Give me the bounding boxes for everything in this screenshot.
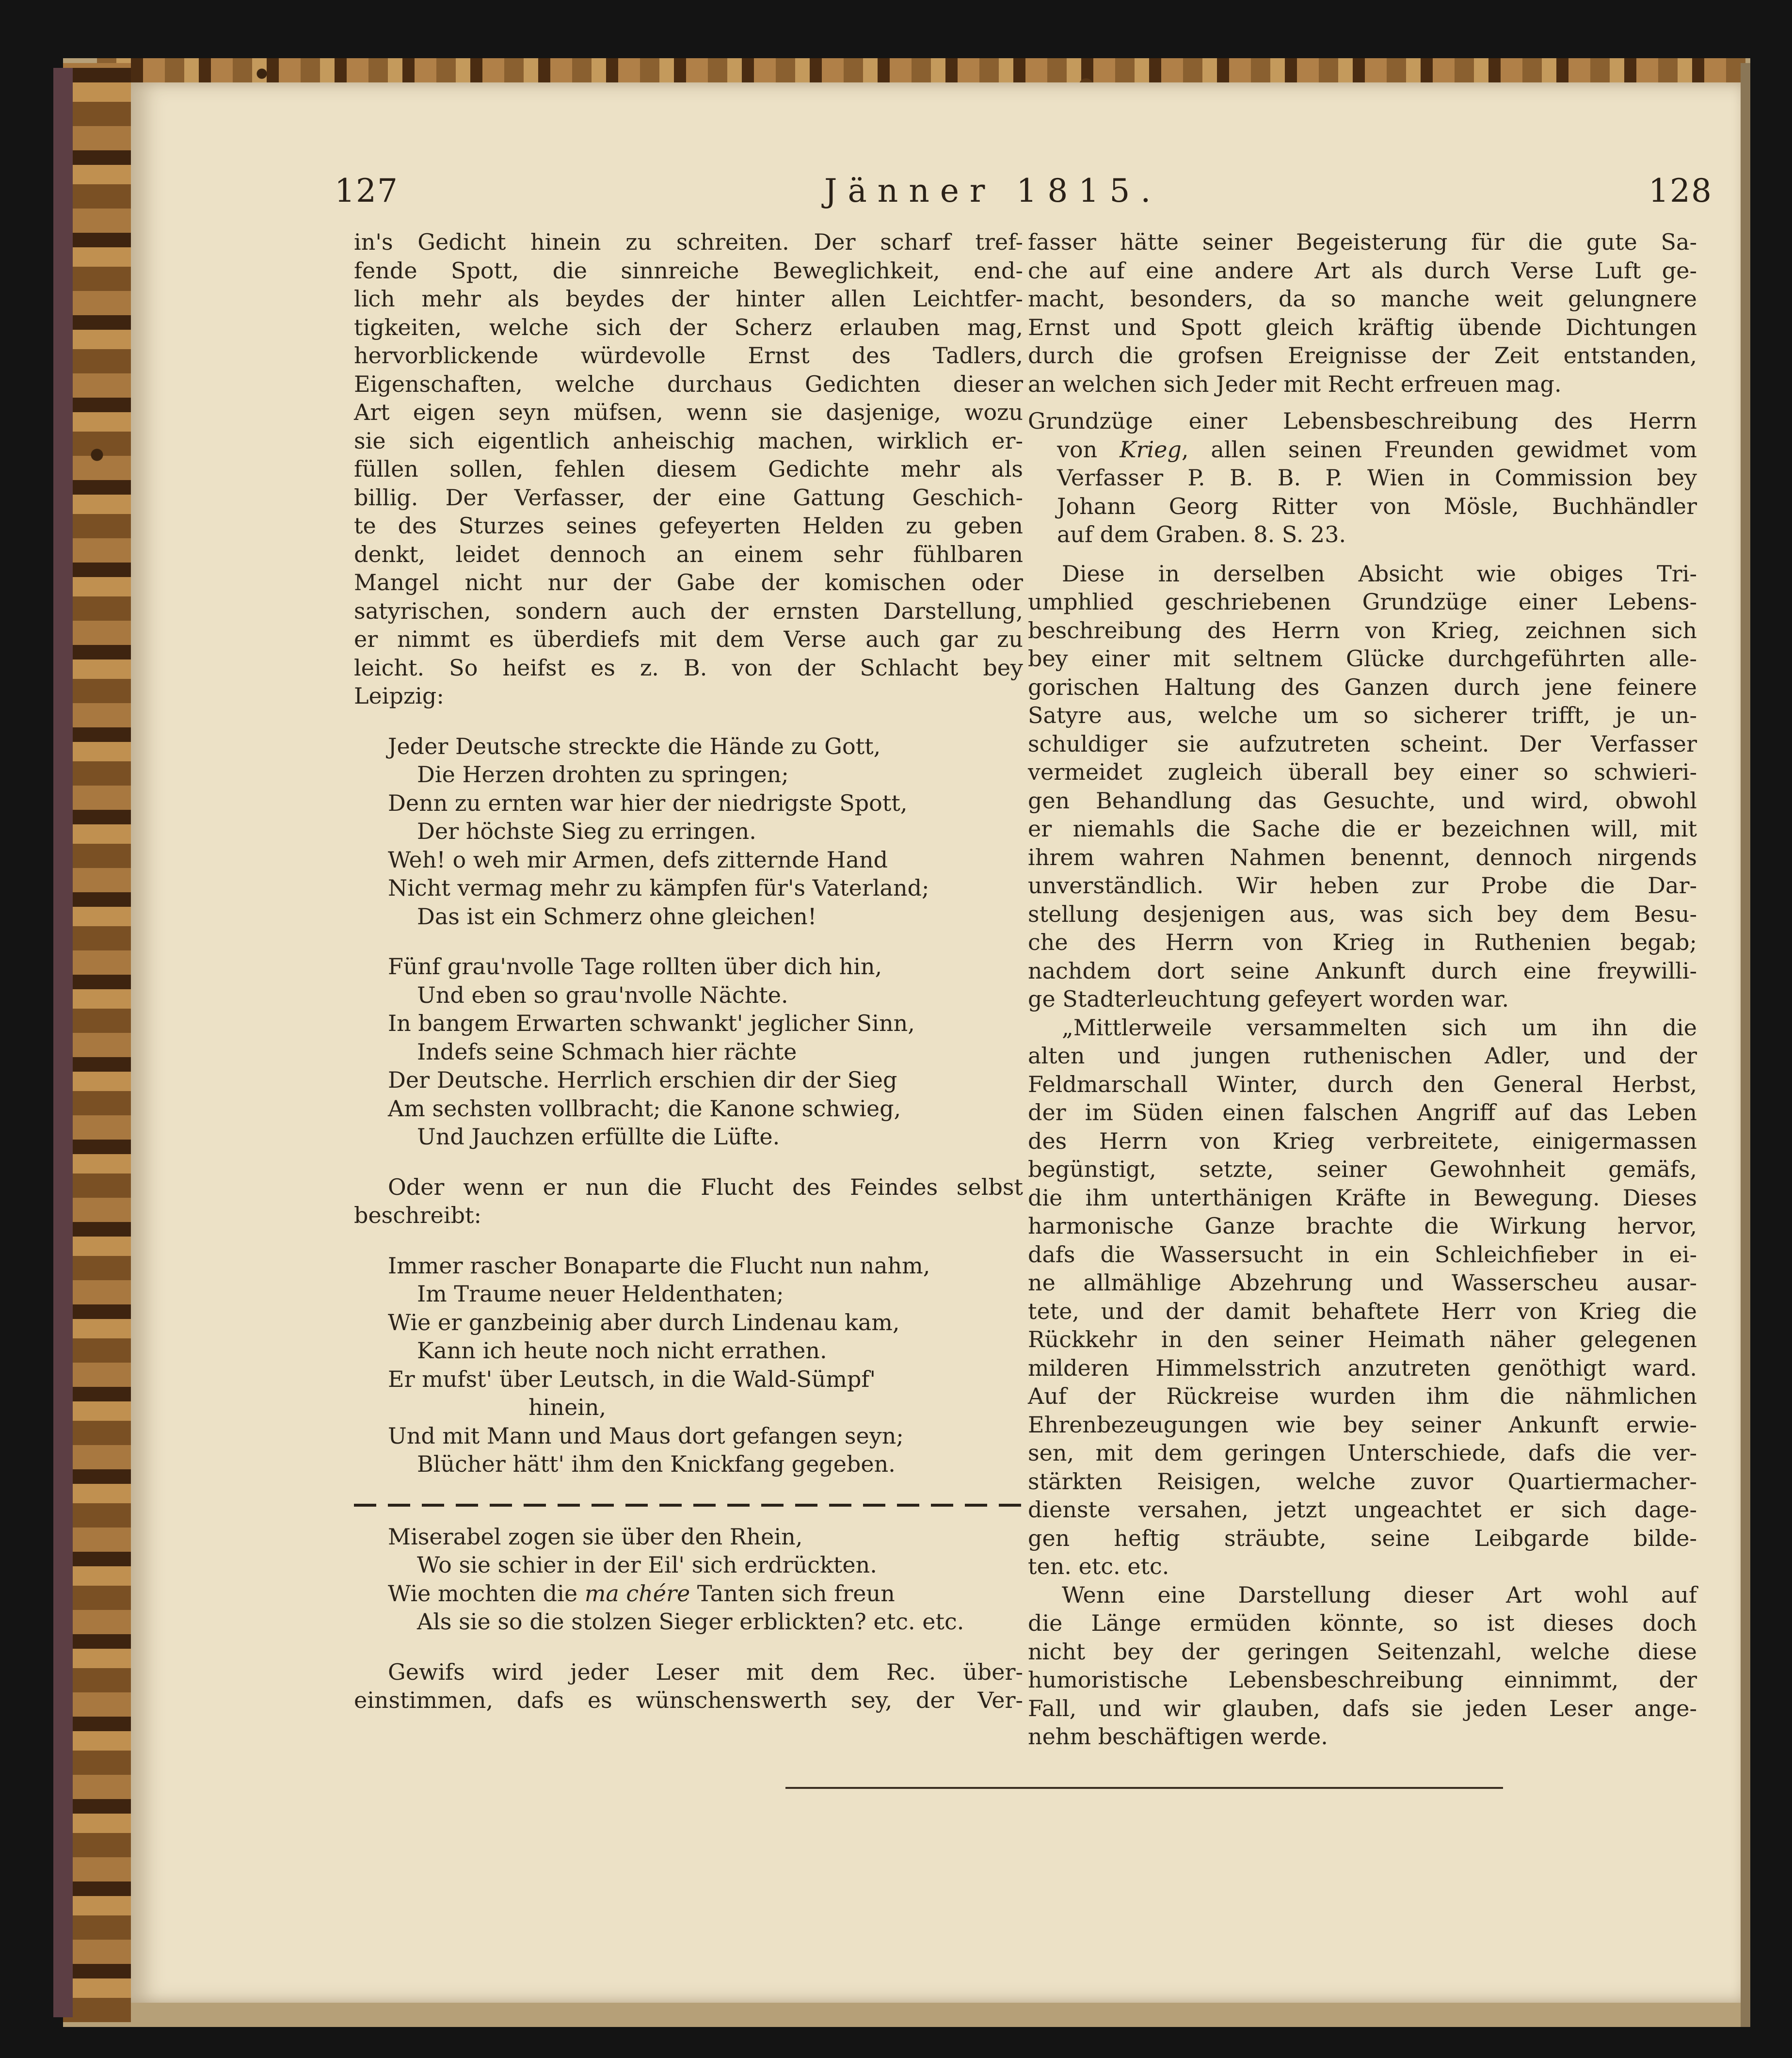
text-line: leicht. So heifst es z. B. von der Schlacht bey	[354, 654, 1023, 681]
text-line: denkt, leidet dennoch an einem sehr fühlbaren	[354, 541, 1023, 567]
text-line: gen Behandlung das Gesuchte, und wird, obwohl	[1028, 787, 1697, 814]
closing-paragraph	[354, 1658, 1023, 1715]
verse-text: Wie mochten die	[388, 1580, 585, 1607]
text-line: die Länge ermüden könnte, so ist dieses doch	[1028, 1610, 1697, 1636]
bridge-paragraph	[354, 1173, 1023, 1230]
text-line: beschreibung des Herrn von Krieg, zeichnen sich	[1028, 617, 1697, 643]
text-line: der im Süden einen falschen Angriff auf das Leben	[1028, 1099, 1697, 1125]
text-line: an welchen sich Jeder mit Recht erfreuen mag.	[1028, 370, 1562, 397]
text-line: Eigenschaften, welche durchaus Gedichten dieser	[354, 370, 1023, 397]
verse-stanza-2	[354, 952, 1023, 1151]
intro-paragraph	[354, 228, 1023, 710]
text-line: Rückkehr in den seiner Heimath näher gelegenen	[1028, 1326, 1697, 1352]
end-rule	[785, 1787, 1503, 1789]
text-line: er nimmt es überdiefs mit dem Verse auch gar zu	[354, 626, 1023, 652]
verse-line: Denn zu ernten war hier der niedrigste Spott,	[388, 789, 908, 816]
text-line: Ernst und Spott gleich kräftig übende Dichtungen	[1028, 314, 1697, 340]
text-line: bey einer mit seltnem Glücke durchgeführten alle-	[1028, 645, 1697, 672]
text-line: stärkten Reisigen, welche zuvor Quartiermacher-	[1028, 1468, 1697, 1495]
text-line: che auf eine andere Art als durch Verse Luft ge-	[1028, 257, 1697, 284]
review-paragraph-3	[1028, 1581, 1697, 1751]
text-line: stellung desjenigen aus, was sich bey dem Besu-	[1028, 900, 1697, 927]
book-cover-edge	[53, 68, 73, 2017]
verse-line: Weh! o weh mir Armen, defs zitternde Hand	[388, 846, 888, 873]
right-page-edge	[1741, 63, 1750, 2027]
review-paragraph-1	[1028, 560, 1697, 1013]
verse-line: Nicht vermag mehr zu kämpfen für's Vaterland;	[388, 875, 929, 901]
text-line: te des Sturzes seines gefeyerten Helden zu geben	[354, 513, 1023, 539]
text-line: ge Stadterleuchtung gefeyert worden war.	[1028, 986, 1509, 1012]
verse-line: hinein,	[528, 1394, 607, 1420]
text-line: Fall, und wir glauben, dafs sie jeden Leser ange-	[1028, 1695, 1697, 1721]
text-line: umphlied geschriebenen Grundzüge einer Lebens-	[1028, 589, 1697, 615]
text-line: Auf der Rückreise wurden ihm die nähmlichen	[1028, 1383, 1697, 1409]
verse-line: Jeder Deutsche streckte die Hände zu Gott,	[388, 733, 881, 759]
text-line: Satyre aus, welche um so sicherer trifft, je un-	[1028, 702, 1697, 728]
continuation-paragraph	[1028, 228, 1697, 398]
text-line: lich mehr als beydes der hinter allen Leichtfer-	[354, 286, 1023, 312]
verse-line: Die Herzen drohten zu springen;	[417, 761, 789, 788]
text-line: che des Herrn von Krieg in Ruthenien begab;	[1028, 929, 1697, 955]
verse-line: Kann ich heute noch nicht errathen.	[417, 1337, 827, 1364]
review-paragraph-2	[1028, 1013, 1697, 1581]
verse-line: Und eben so grau'nvolle Nächte.	[417, 981, 788, 1008]
verse-line: Wo sie schier in der Eil' sich erdrückten.	[417, 1552, 877, 1578]
title-text: , allen seinen Freunden gewidmet vom	[1181, 436, 1697, 463]
verse-line: Wie er ganzbeinig aber durch Lindenau kam,	[388, 1309, 900, 1335]
text-line: ne allmählige Abzehrung und Wasserscheu ausar-	[1028, 1270, 1697, 1296]
text-line: einstimmen, dafs es wünschenswerth sey, der Ver-	[354, 1687, 1023, 1713]
marbled-page-edge	[63, 63, 131, 2022]
text-line: nehm beschäftigen werde.	[1028, 1723, 1328, 1750]
left-column	[354, 228, 1023, 1715]
text-line: in's Gedicht hinein zu schreiten. Der scharf tref-	[354, 229, 1023, 255]
text-line: Diese in derselben Absicht wie obiges Tri-	[1062, 560, 1697, 587]
text-line: gorischen Haltung des Ganzen durch jene feinere	[1028, 674, 1697, 700]
text-line: macht, besonders, da so manche weit gelungnere	[1028, 286, 1697, 312]
verse-line: In bangem Erwarten schwankt' jeglicher Sinn,	[388, 1010, 915, 1036]
italic-phrase: ma chére	[584, 1580, 690, 1607]
text-line: fasser hätte seiner Begeisterung für die gute Sa-	[1028, 229, 1697, 255]
text-line	[1028, 435, 1697, 464]
text-line: billig. Der Verfasser, der eine Gattung Geschich-	[354, 484, 1023, 511]
verse-line: Fünf grau'nvolle Tage rollten über dich hin,	[388, 953, 882, 980]
text-line: fende Spott, die sinnreiche Beweglichkeit, end-	[354, 257, 1023, 284]
text-line: tigkeiten, welche sich der Scherz erlauben mag,	[354, 314, 1023, 340]
verse-stanza-4	[354, 1523, 1023, 1636]
verse-stanza-1	[354, 732, 1023, 931]
verse-line: Indefs seine Schmach hier rächte	[417, 1038, 797, 1065]
text-line: humoristische Lebensbeschreibung einnimmt, der	[1028, 1667, 1697, 1693]
text-line: Mangel nicht nur der Gabe der komischen oder	[354, 569, 1023, 595]
text-line: harmonische Ganze brachte die Wirkung hervor,	[1028, 1213, 1697, 1239]
verse-line: Im Traume neuer Heldenthaten;	[417, 1281, 784, 1307]
verse-stanza-3	[354, 1252, 1023, 1479]
text-line: Feldmarschall Winter, durch den General Herbst,	[1028, 1071, 1697, 1097]
text-line: ten. etc. etc.	[1028, 1553, 1169, 1579]
text-line: gen heftig sträubte, seine Leibgarde bilde-	[1028, 1525, 1697, 1551]
verse-line: Am sechsten vollbracht; die Kanone schwieg,	[388, 1095, 901, 1122]
text-line: er niemahls die Sache die er bezeichnen will, mit	[1028, 816, 1697, 842]
text-line: des Herrn von Krieg verbreitete, einigermassen	[1028, 1127, 1697, 1154]
dashed-separator	[354, 1500, 1023, 1510]
text-line: Johann Georg Ritter von Mösle, Buchhändler	[1057, 493, 1697, 519]
book-title-entry	[1028, 407, 1697, 549]
verse-line: Der Deutsche. Herrlich erschien dir der Sieg	[388, 1067, 897, 1093]
text-line: vermeidet zugleich überall bey einer so schwieri-	[1028, 759, 1697, 785]
text-line: füllen sollen, fehlen diesem Gedichte mehr als	[354, 456, 1023, 482]
text-line: unverständlich. Wir heben zur Probe die Dar-	[1028, 872, 1697, 899]
text-line: dienste versahen, jetzt ungeachtet er sich dage-	[1028, 1496, 1697, 1523]
verse-line: Der höchste Sieg zu erringen.	[417, 818, 756, 844]
text-line: sie sich eigentlich anheischig machen, wirklich er-	[354, 427, 1023, 454]
text-line: Wenn eine Darstellung dieser Art wohl auf	[1062, 1581, 1697, 1608]
italic-phrase: Krieg	[1120, 436, 1182, 463]
verse-line: Und mit Mann und Maus dort gefangen seyn;	[388, 1422, 904, 1449]
right-column	[1028, 228, 1697, 1751]
text-line: Verfasser P. B. B. P. Wien in Commission bey	[1057, 465, 1697, 491]
page-number-left: 127	[335, 172, 399, 209]
text-line: schuldiger sie aufzutreten scheint. Der Verfasser	[1028, 730, 1697, 757]
text-line: hervorblickende würdevolle Ernst des Tadlers,	[354, 342, 1023, 369]
verse-line: Und Jauchzen erfüllte die Lüfte.	[417, 1124, 780, 1150]
page-number-right: 128	[1648, 172, 1712, 209]
verse-line: Das ist ein Schmerz ohne gleichen!	[417, 903, 817, 930]
verse-line: Als sie so die stolzen Sieger erblickten? etc. etc.	[417, 1608, 964, 1635]
text-line: Leipzig:	[354, 683, 444, 709]
text-line: tete, und der damit behaftete Herr von Krieg die	[1028, 1298, 1697, 1324]
text-line: nachdem dort seine Ankunft durch eine freywilli-	[1028, 957, 1697, 984]
text-line: „Mittlerweile versammelten sich um ihn die	[1062, 1014, 1697, 1041]
text-line: begünstigt, setzte, seiner Gewohnheit gemäfs,	[1028, 1156, 1697, 1182]
text-line: beschreibt:	[354, 1202, 482, 1228]
verse-line: Er mufst' über Leutsch, in die Wald-Sümpf'	[388, 1366, 876, 1392]
text-line: ihrem wahren Nahmen benennt, dennoch nirgends	[1028, 844, 1697, 870]
text-line: auf dem Graben. 8. S. 23.	[1057, 521, 1346, 547]
running-title: Jänner 1815.	[824, 172, 1162, 209]
title-text: von	[1057, 436, 1120, 463]
text-line: satyrischen, sondern auch der ernsten Darstellung,	[354, 597, 1023, 624]
text-line: alten und jungen ruthenischen Adler, und der	[1028, 1043, 1697, 1069]
text-line: Art eigen seyn müfsen, wenn sie dasjenige, wozu	[354, 399, 1023, 425]
text-line: Grundzüge einer Lebensbeschreibung des Herrn	[1028, 408, 1697, 434]
text-line: milderen Himmelsstrich anzutreten genöthigt ward.	[1028, 1354, 1697, 1381]
text-line: dafs die Wassersucht in ein Schleichfieber in ei-	[1028, 1241, 1697, 1268]
verse-line: Blücher hätt' ihm den Knickfang gegeben.	[417, 1451, 896, 1477]
verse-line: Miserabel zogen sie über den Rhein,	[388, 1523, 803, 1550]
verse-line	[354, 1579, 1023, 1608]
text-line: die ihm unterthänigen Kräfte in Bewegung. Dieses	[1028, 1184, 1697, 1211]
text-line: Oder wenn er nun die Flucht des Feindes selbst	[388, 1174, 1023, 1200]
text-line: durch die grofsen Ereignisse der Zeit entstanden,	[1028, 342, 1697, 369]
text-line: sen, mit dem geringen Unterschiede, dafs die ver-	[1028, 1440, 1697, 1466]
text-line: Gewifs wird jeder Leser mit dem Rec. über-	[388, 1658, 1023, 1685]
text-line: nicht bey der geringen Seitenzahl, welche diese	[1028, 1638, 1697, 1665]
verse-text: Tanten sich freun	[690, 1580, 895, 1607]
text-line: Ehrenbezeugungen wie bey seiner Ankunft erwie-	[1028, 1411, 1697, 1438]
verse-line: Immer rascher Bonaparte die Flucht nun nahm,	[388, 1252, 930, 1279]
